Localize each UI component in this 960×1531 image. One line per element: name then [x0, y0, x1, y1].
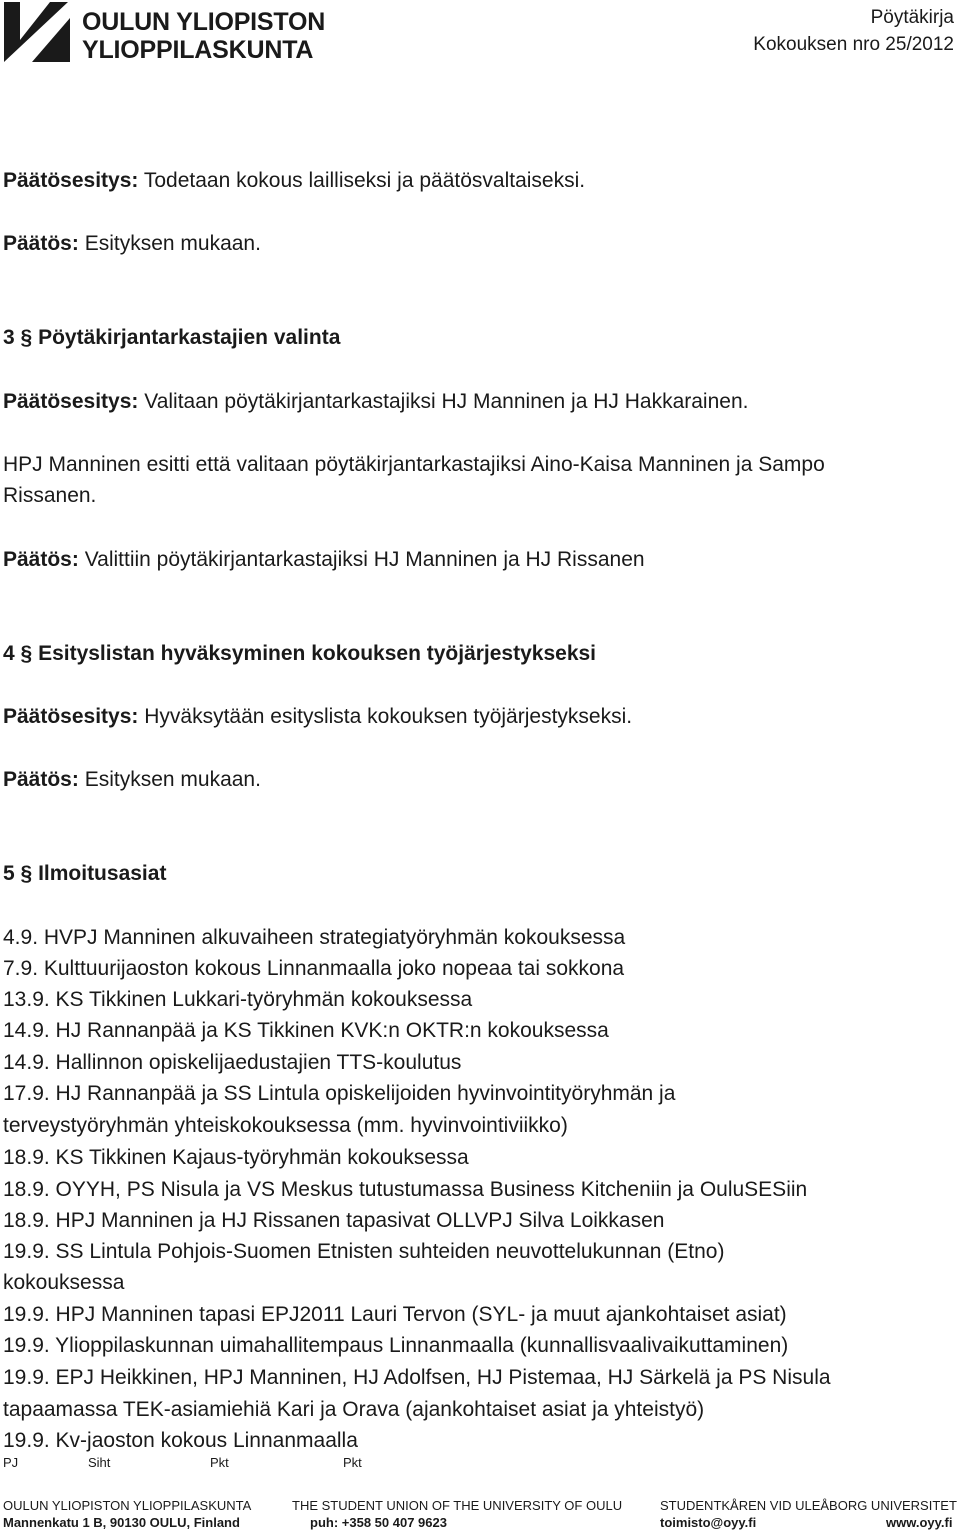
decision-text: Esityksen mukaan. [78, 232, 261, 255]
announcement-item: 19.9. HPJ Manninen tapasi EPJ2011 Lauri Tervon (SYL- ja muut ajankohtaiset asiat) [3, 1303, 787, 1326]
announcement-item: 18.9. OYYH, PS Nisula ja VS Meskus tutustumassa Business Kitcheniin ja OuluSESiin [3, 1178, 808, 1201]
footer-org-sv: STUDENTKÅREN VID ULEÅBORG UNIVERSITET [660, 1498, 957, 1513]
union-logo [2, 0, 342, 66]
signature-pj: PJ [3, 1455, 19, 1470]
section-5-heading: 5 § Ilmoitusasiat [3, 862, 167, 885]
signature-pkt-2: Pkt [343, 1455, 362, 1470]
announcement-item: 19.9. SS Lintula Pohjois-Suomen Etnisten suhteiden neuvottelukunnan (Etno) [3, 1240, 725, 1263]
proposal-text: Todetaan kokous lailliseksi ja päätösvaltaiseksi. [138, 169, 586, 192]
logo-text-line2: YLIOPPILASKUNTA [82, 36, 314, 64]
doc-type: Pöytäkirja [870, 7, 954, 28]
section-symbol: § [20, 642, 33, 665]
section-4-title: Esityslistan hyväksyminen kokouksen työjärjestykseksi [38, 642, 597, 665]
doc-header-info [753, 4, 954, 58]
decision-line: Päätös: Valittiin pöytäkirjantarkastajiksi HJ Manninen ja HJ Rissanen [3, 548, 645, 571]
footer-org-en: THE STUDENT UNION OF THE UNIVERSITY OF OULU [292, 1498, 623, 1513]
signature-siht: Siht [88, 1455, 111, 1470]
announcement-item: 17.9. HJ Rannanpää ja SS Lintula opiskelijoiden hyvinvointityöryhmän ja [3, 1082, 676, 1105]
announcement-item: 7.9. Kulttuurijaoston kokous Linnanmaalla joko nopeaa tai sokkona [3, 957, 625, 980]
footer-phone: puh: +358 50 407 9623 [310, 1515, 447, 1530]
paragraph-line: HPJ Manninen esitti että valitaan pöytäkirjantarkastajiksi Aino-Kaisa Manninen ja Sampo [3, 453, 825, 476]
decision-line: Päätös: Esityksen mukaan. [3, 768, 261, 791]
meeting-number: Kokouksen nro 25/2012 [753, 34, 954, 55]
announcement-item: 19.9. Kv-jaoston kokous Linnanmaalla [3, 1429, 358, 1452]
proposal-line [3, 169, 585, 193]
announcement-item: terveystyöryhmän yhteiskokouksessa (mm. hyvinvointiviikko) [3, 1114, 568, 1137]
footer-org-fi: OULUN YLIOPISTON YLIOPPILASKUNTA [3, 1498, 252, 1513]
section-3-title: Pöytäkirjantarkastajien valinta [38, 326, 341, 349]
announcement-item: 14.9. HJ Rannanpää ja KS Tikkinen KVK:n OKTR:n kokouksessa [3, 1019, 609, 1042]
proposal-line: Päätösesitys: Hyväksytään esityslista kokouksen työjärjestykseksi. [3, 705, 633, 728]
section-4-heading: 4 § Esityslistan hyväksyminen kokouksen työjärjestykseksi [3, 642, 597, 665]
logo-mark-icon [2, 0, 74, 64]
announcement-item: 13.9. KS Tikkinen Lukkari-työryhmän kokouksessa [3, 988, 473, 1011]
proposal-line: Päätösesitys: Valitaan pöytäkirjantarkastajiksi HJ Manninen ja HJ Hakkarainen. [3, 390, 749, 413]
announcement-item: kokouksessa [3, 1271, 125, 1294]
decision-line [3, 232, 261, 256]
announcement-item: tapaamassa TEK-asiamiehiä Kari ja Orava (ajankohtaiset asiat ja yhteistyö) [3, 1398, 705, 1421]
logo-text-line1: OULUN YLIOPISTON [82, 8, 326, 36]
announcement-item: 19.9. Ylioppilaskunnan uimahallitempaus Linnanmaalla (kunnallisvaalivaikuttaminen) [3, 1334, 789, 1357]
section-symbol: § [20, 326, 33, 349]
section-symbol: § [20, 862, 33, 885]
announcement-item: 19.9. EPJ Heikkinen, HPJ Manninen, HJ Adolfsen, HJ Pistemaa, HJ Särkelä ja PS Nisula [3, 1366, 831, 1389]
footer-web-link[interactable]: www.oyy.fi [886, 1515, 953, 1530]
announcement-item: 4.9. HVPJ Manninen alkuvaiheen strategiatyöryhmän kokouksessa [3, 926, 626, 949]
announcement-item: 18.9. KS Tikkinen Kajaus-työryhmän kokouksessa [3, 1146, 469, 1169]
section-3-heading: 3 § Pöytäkirjantarkastajien valinta [3, 326, 341, 349]
paragraph-line: Rissanen. [3, 484, 97, 507]
section-5-title: Ilmoitusasiat [38, 862, 167, 885]
proposal-label: Päätösesitys: [3, 169, 139, 192]
signature-pkt-1: Pkt [210, 1455, 229, 1470]
announcement-item: 18.9. HPJ Manninen ja HJ Rissanen tapasivat OLLVPJ Silva Loikkasen [3, 1209, 665, 1232]
footer-address: Mannenkatu 1 B, 90130 OULU, Finland [3, 1515, 240, 1530]
announcement-item: 14.9. Hallinnon opiskelijaedustajien TTS-koulutus [3, 1051, 462, 1074]
decision-label: Päätös: [3, 232, 79, 255]
footer-email-link[interactable]: toimisto@oyy.fi [660, 1515, 757, 1530]
